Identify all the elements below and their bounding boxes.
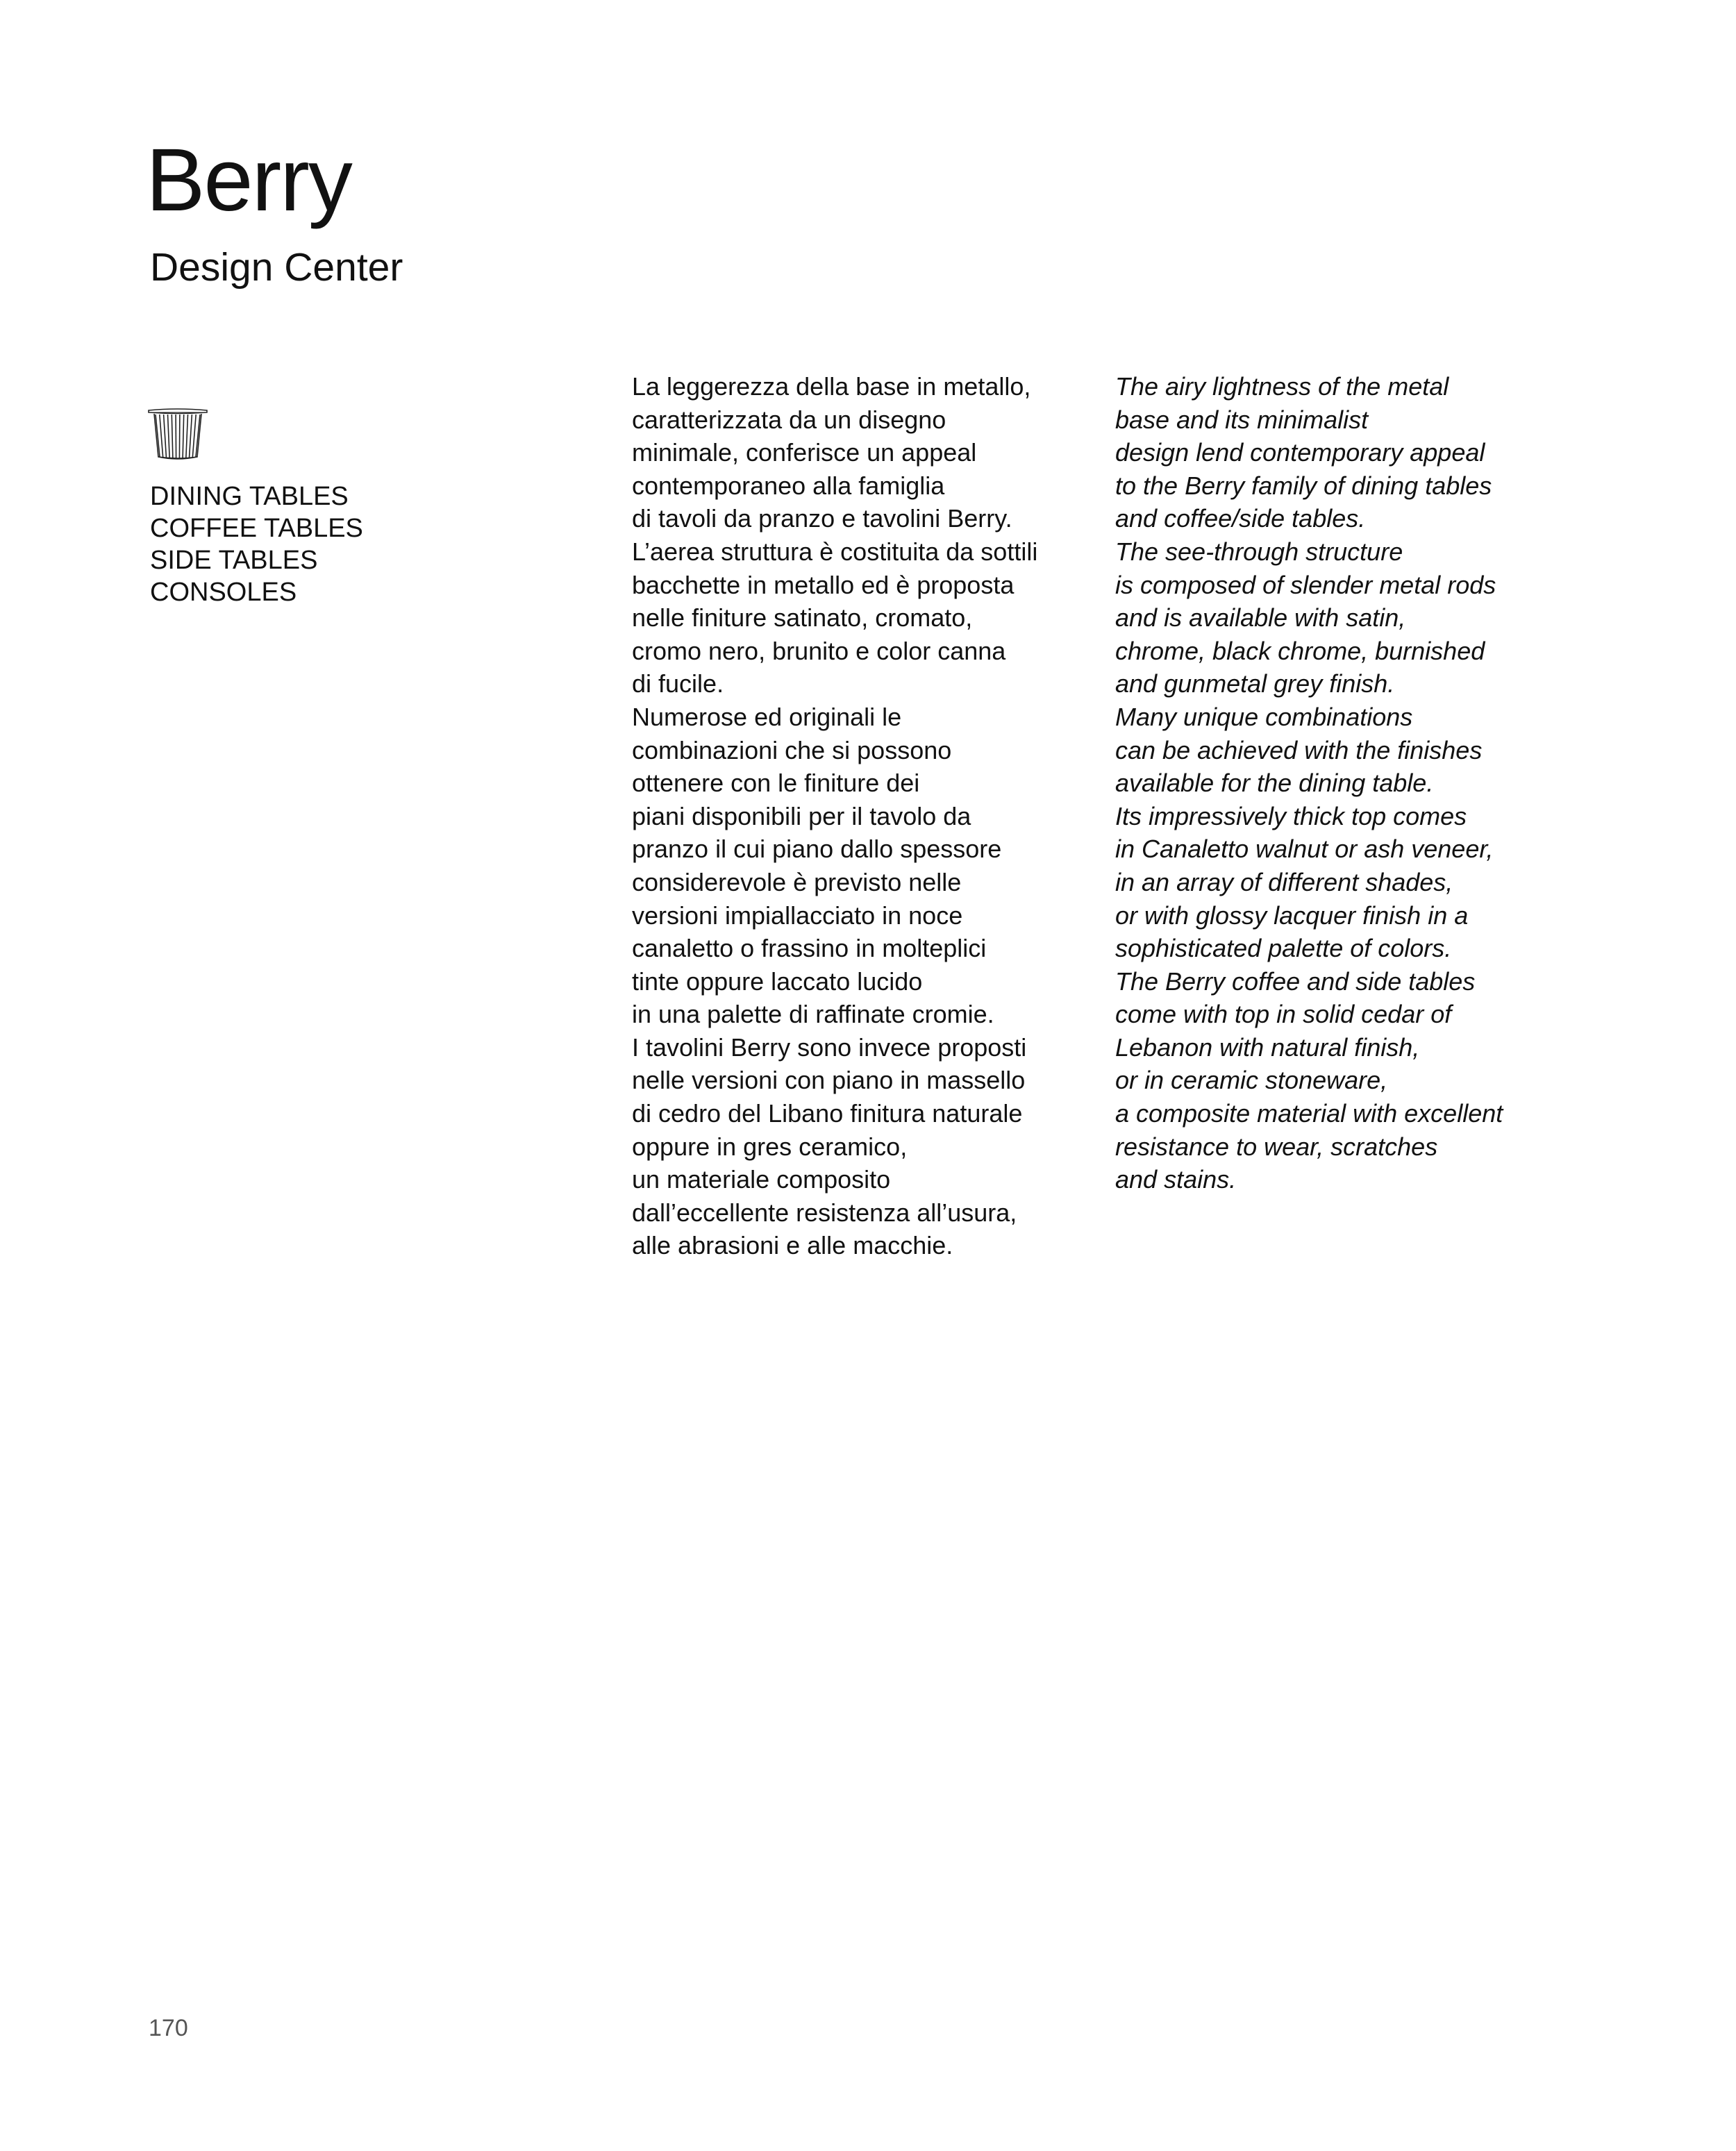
italian-description bbox=[632, 370, 1037, 1262]
text-line: dall’eccellente resistenza all’usura, bbox=[632, 1198, 1017, 1227]
text-line: tinte oppure laccato lucido bbox=[632, 966, 923, 996]
text-line: and coffee/side tables. bbox=[1115, 504, 1366, 533]
category-item: SIDE TABLES bbox=[150, 546, 318, 575]
text-line: available for the dining table. bbox=[1115, 769, 1434, 798]
text-line: combinazioni che si possono bbox=[632, 735, 952, 764]
text-line: contemporaneo alla famiglia bbox=[632, 471, 945, 500]
text-line: La leggerezza della base in metallo, bbox=[632, 372, 1031, 401]
text-line: di cedro del Libano finitura naturale bbox=[632, 1099, 1023, 1128]
text-line: and stains. bbox=[1115, 1165, 1237, 1194]
text-line: Many unique combinations bbox=[1115, 702, 1413, 731]
category-list bbox=[150, 480, 363, 608]
text-line: Numerose ed originali le bbox=[632, 702, 902, 731]
text-line: in una palette di raffinate cromie. bbox=[632, 1000, 994, 1029]
text-line: design lend contemporary appeal bbox=[1115, 438, 1485, 467]
text-line: in Canaletto walnut or ash veneer, bbox=[1115, 835, 1494, 864]
page-subtitle: Design Center bbox=[150, 245, 403, 290]
page-number: 170 bbox=[149, 2015, 188, 2041]
text-line: sophisticated palette of colors. bbox=[1115, 934, 1452, 963]
text-line: The airy lightness of the metal bbox=[1115, 372, 1449, 401]
text-line: L’aerea struttura è costituita da sottili bbox=[632, 537, 1038, 566]
text-line: to the Berry family of dining tables bbox=[1115, 471, 1492, 500]
text-line: The see-through structure bbox=[1115, 537, 1403, 566]
text-line: a composite material with excellent bbox=[1115, 1099, 1503, 1128]
text-line: alle abrasioni e alle macchie. bbox=[632, 1231, 953, 1260]
text-line: come with top in solid cedar of bbox=[1115, 1000, 1452, 1029]
text-line: un materiale composito bbox=[632, 1165, 891, 1194]
text-line: di fucile. bbox=[632, 669, 724, 698]
text-line: cromo nero, brunito e color canna bbox=[632, 636, 1006, 665]
category-item: DINING TABLES bbox=[150, 482, 349, 511]
english-description bbox=[1115, 370, 1503, 1196]
text-line: canaletto o frassino in molteplici bbox=[632, 934, 987, 963]
text-line: caratterizzata da un disegno bbox=[632, 405, 946, 434]
text-line: di tavoli da pranzo e tavolini Berry. bbox=[632, 504, 1012, 533]
text-line: versioni impiallacciato in noce bbox=[632, 901, 963, 930]
text-line: or with glossy lacquer finish in a bbox=[1115, 901, 1469, 930]
text-line: The Berry coffee and side tables bbox=[1115, 966, 1476, 996]
text-line: piani disponibili per il tavolo da bbox=[632, 801, 971, 830]
category-item: CONSOLES bbox=[150, 578, 297, 607]
category-item: COFFEE TABLES bbox=[150, 514, 363, 543]
text-line: I tavolini Berry sono invece proposti bbox=[632, 1032, 1027, 1062]
page-title: Berry bbox=[146, 131, 351, 230]
text-line: and gunmetal grey finish. bbox=[1115, 669, 1395, 698]
text-line: is composed of slender metal rods bbox=[1115, 570, 1496, 599]
text-line: ottenere con le finiture dei bbox=[632, 769, 920, 798]
text-line: considerevole è previsto nelle bbox=[632, 867, 962, 896]
text-line: oppure in gres ceramico, bbox=[632, 1132, 908, 1161]
text-line: or in ceramic stoneware, bbox=[1115, 1066, 1388, 1095]
text-line: base and its minimalist bbox=[1115, 405, 1369, 434]
text-line: Its impressively thick top comes bbox=[1115, 801, 1467, 830]
text-line: can be achieved with the finishes bbox=[1115, 735, 1483, 764]
text-line: nelle finiture satinato, cromato, bbox=[632, 603, 973, 633]
text-line: in an array of different shades, bbox=[1115, 867, 1453, 896]
text-line: Lebanon with natural finish, bbox=[1115, 1032, 1420, 1062]
text-line: minimale, conferisce un appeal bbox=[632, 438, 977, 467]
text-line: pranzo il cui piano dallo spessore bbox=[632, 835, 1002, 864]
side-table-icon bbox=[147, 408, 208, 462]
text-line: chrome, black chrome, burnished bbox=[1115, 636, 1485, 665]
text-line: bacchette in metallo ed è proposta bbox=[632, 570, 1015, 599]
text-line: nelle versioni con piano in massello bbox=[632, 1066, 1026, 1095]
text-line: and is available with satin, bbox=[1115, 603, 1406, 633]
text-line: resistance to wear, scratches bbox=[1115, 1132, 1438, 1161]
